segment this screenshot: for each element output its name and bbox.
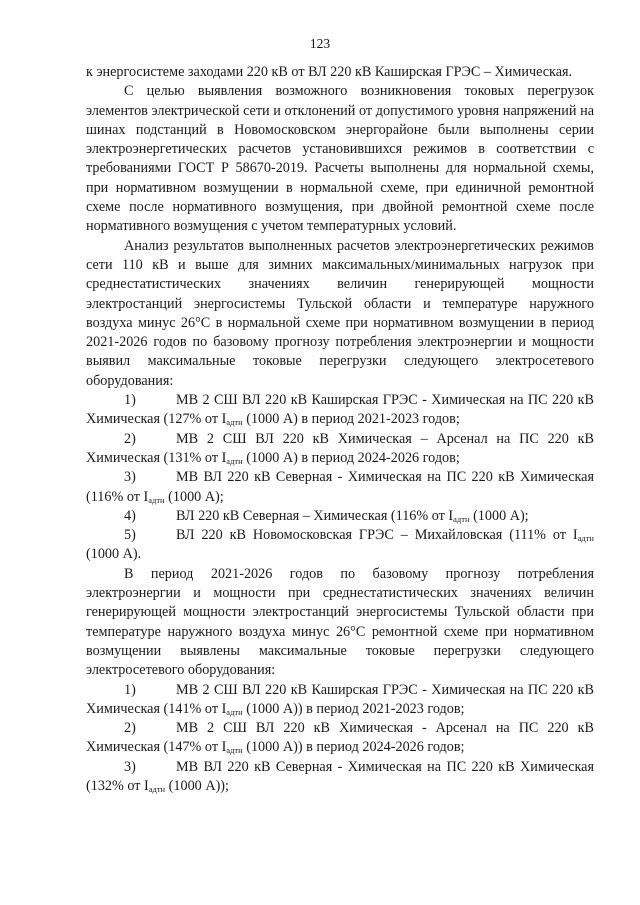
paragraph-normal-scheme-analysis: Анализ результатов выполненных расчетов электроэнергетических режимов сети 110 кВ и выше для зимних максимальных/минимальных нагрузок при среднестатистических значениях величин генерирующей мощности электростанций энергосистемы Тульской области и температуре наружного воздуха минус 26°С в нормальной схеме при нормативном возмущении в период 2021-2026 годов по базовому прогнозу потребления электроэнергии и мощности выявил максимальные токовые перегрузки следующего электросетевого оборудования: [86,237,594,389]
current-subscript: адтн [453,513,470,524]
overload-list-repair [86,681,594,797]
list-item-number: 3) [124,758,136,775]
list-item: 5) ВЛ 220 кВ Новомосковская ГРЭС – Михайловская (111% от $I_{адтн}$ (1000 А). [86,527,594,563]
list-item: 1) МВ 2 СШ ВЛ 220 кВ Каширская ГРЭС - Химическая на ПС 220 кВ Химическая (127% от $I_{адтн}$ (1000 А) в период 2021-2023 годов; [86,392,594,428]
list-item-number: 2) [124,430,136,447]
current-subscript: адтн [577,533,594,544]
current-subscript: адтн [226,745,243,756]
paragraph-repair-scheme-analysis: В период 2021-2026 годов по базовому прогнозу потребления электроэнергии и мощности при среднестатистических значениях величин генерирующей мощности электростанций энергосистемы Тульской области при температуре наружного воздуха минус 26°С ремонтной схеме при нормативном возмущении выявлены максимальные токовые перегрузки следующего электросетевого оборудования: [86,565,594,679]
current-subscript: адтн [148,783,166,794]
current-subscript: адтн [226,455,243,466]
list-item: 3) МВ ВЛ 220 кВ Северная - Химическая на ПС 220 кВ Химическая (132% от $I_{адтн}$ (1000 А)); [86,758,594,794]
list-item-number: 5) [124,527,136,544]
current-subscript: адтн [148,494,165,505]
list-item-number: 1) [124,392,136,409]
paragraph-intro-continuation: к энергосистеме заходами 220 кВ от ВЛ 220 кВ Каширская ГРЭС – Химическая. [86,64,573,80]
list-item: 3) МВ ВЛ 220 кВ Северная - Химическая на ПС 220 кВ Химическая (116% от $I_{адтн}$ (1000 А); [86,469,594,505]
list-item-number: 2) [124,720,136,737]
current-subscript: адтн [226,706,243,717]
list-item: 2) МВ 2 СШ ВЛ 220 кВ Химическая - Арсенал на ПС 220 кВ Химическая (147% от $I_{адтн}$ (1000 А)) в период 2024-2026 годов; [86,720,594,756]
current-subscript: адтн [226,417,243,428]
document-body [86,63,594,796]
paragraph-calculation-purpose: С целью выявления возможного возникновения токовых перегрузок элементов электрической сети и отклонений от допустимого уровня напряжений на шинах подстанций в Новомосковском энергорайоне были выполнены серии электроэнергетических расчетов установившихся режимов в соответствии с требованиями ГОСТ Р 58670-2019. Расчеты выполнены для нормальной схемы, при нормативном возмущении в нормальной схеме, при единичной ремонтной схеме после нормативного возмущения, при двойной ремонтной схеме после нормативного возмущения с учетом температурных условий. [86,83,594,235]
page-number: 123 [309,36,331,51]
list-item: 1) МВ 2 СШ ВЛ 220 кВ Каширская ГРЭС - Химическая на ПС 220 кВ Химическая (141% от $I_{адтн}$ (1000 А)) в период 2021-2023 годов; [86,681,594,717]
list-item-number: 3) [124,469,136,486]
list-item-number: 1) [124,681,136,698]
list-item-number: 4) [124,507,136,524]
list-item: 2) МВ 2 СШ ВЛ 220 кВ Химическая – Арсенал на ПС 220 кВ Химическая (131% от $I_{адтн}$ (1000 А) в период 2024-2026 годов; [86,430,594,466]
overload-list-normal [86,391,594,565]
list-item: 4) ВЛ 220 кВ Северная – Химическая (116% от $I_{адтн}$ (1000 А); [86,507,594,526]
